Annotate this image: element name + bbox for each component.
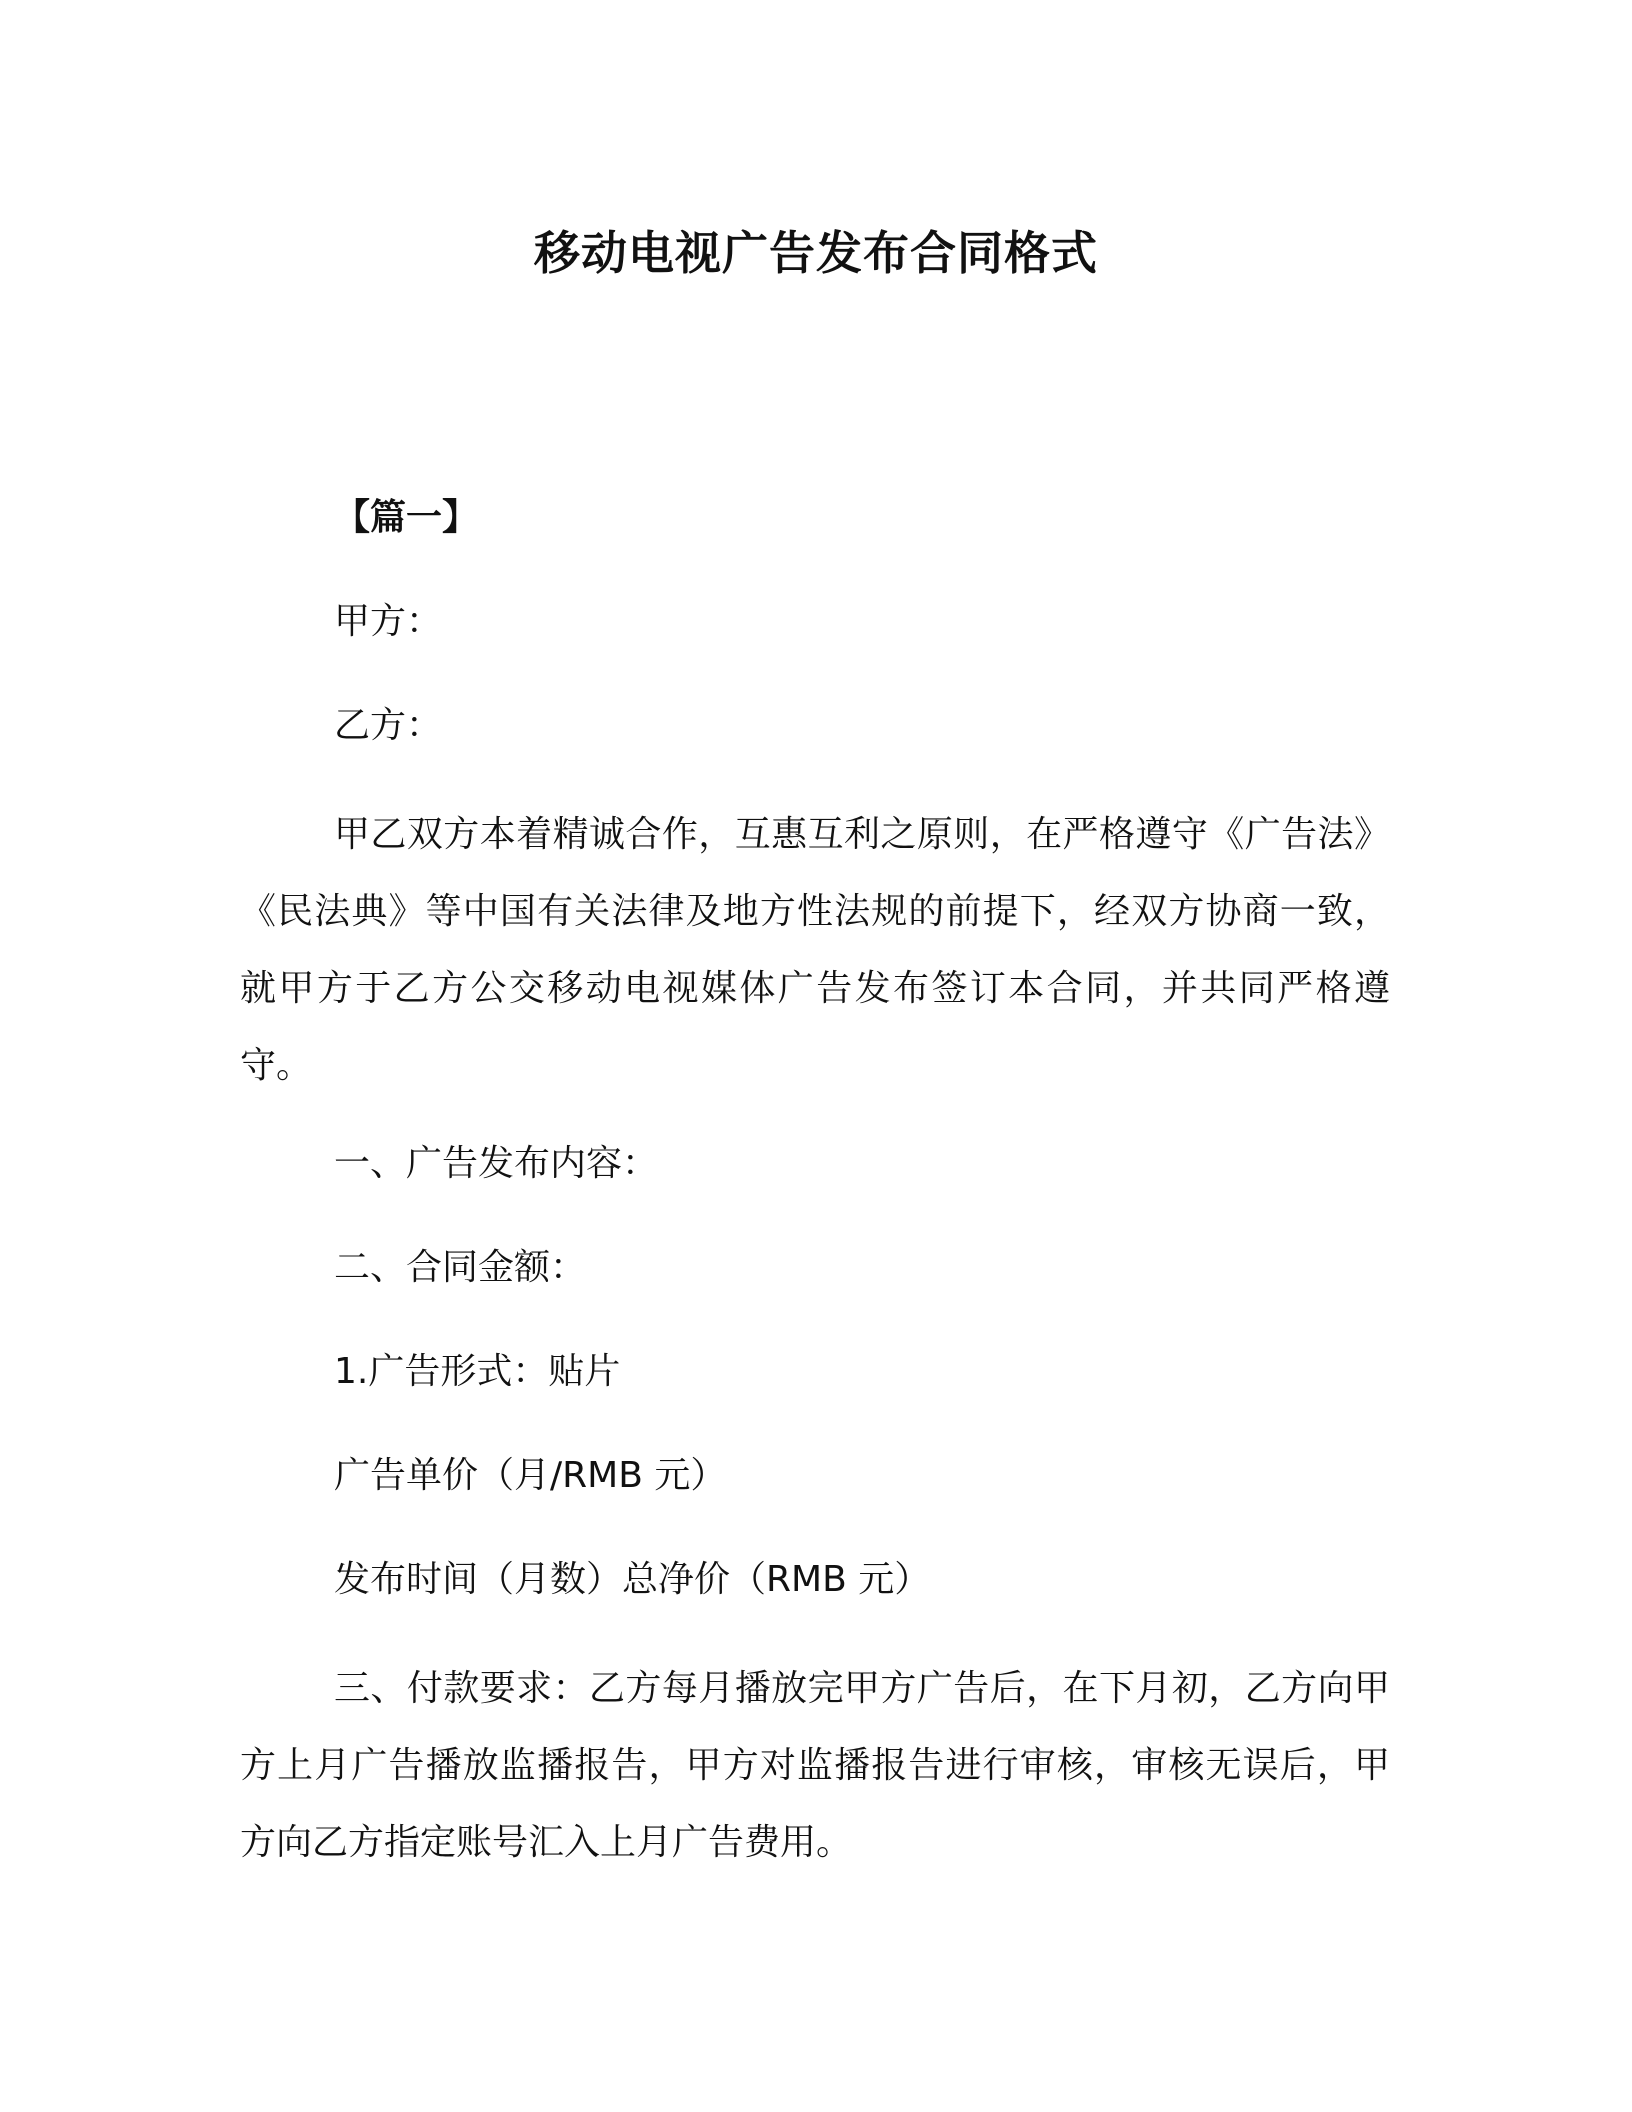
document-title: 移动电视广告发布合同格式 (534, 226, 1098, 280)
clause-2-heading: 二、合同金额： (334, 1247, 587, 1288)
publish-time-line: 发布时间（月数）总净价（RMB 元） (334, 1559, 931, 1600)
party-a-label: 甲方： (334, 601, 443, 642)
unit-price-line: 广告单价（月/RMB 元） (334, 1455, 727, 1496)
clause-3-paragraph: 三、付款要求：乙方每月播放完甲方广告后，在下月初，乙方向甲方上月广告播放监播报告，甲方对监播报告进行审核，审核无误后，甲方向乙方指定账号汇入上月广告费用。 (240, 1668, 1390, 1863)
party-b-label: 乙方： (334, 705, 443, 746)
section-label: 【篇一】 (334, 497, 479, 538)
clause-1-heading: 一、广告发布内容： (334, 1143, 659, 1184)
intro-paragraph: 甲乙双方本着精诚合作，互惠互利之原则，在严格遵守《广告法》《民法典》等中国有关法律及地方性法规的前提下，经双方协商一致，就甲方于乙方公交移动电视媒体广告发布签订本合同，并共同严格遵守。 (240, 814, 1390, 1086)
ad-form-item: 1.广告形式：贴片 (334, 1351, 621, 1392)
